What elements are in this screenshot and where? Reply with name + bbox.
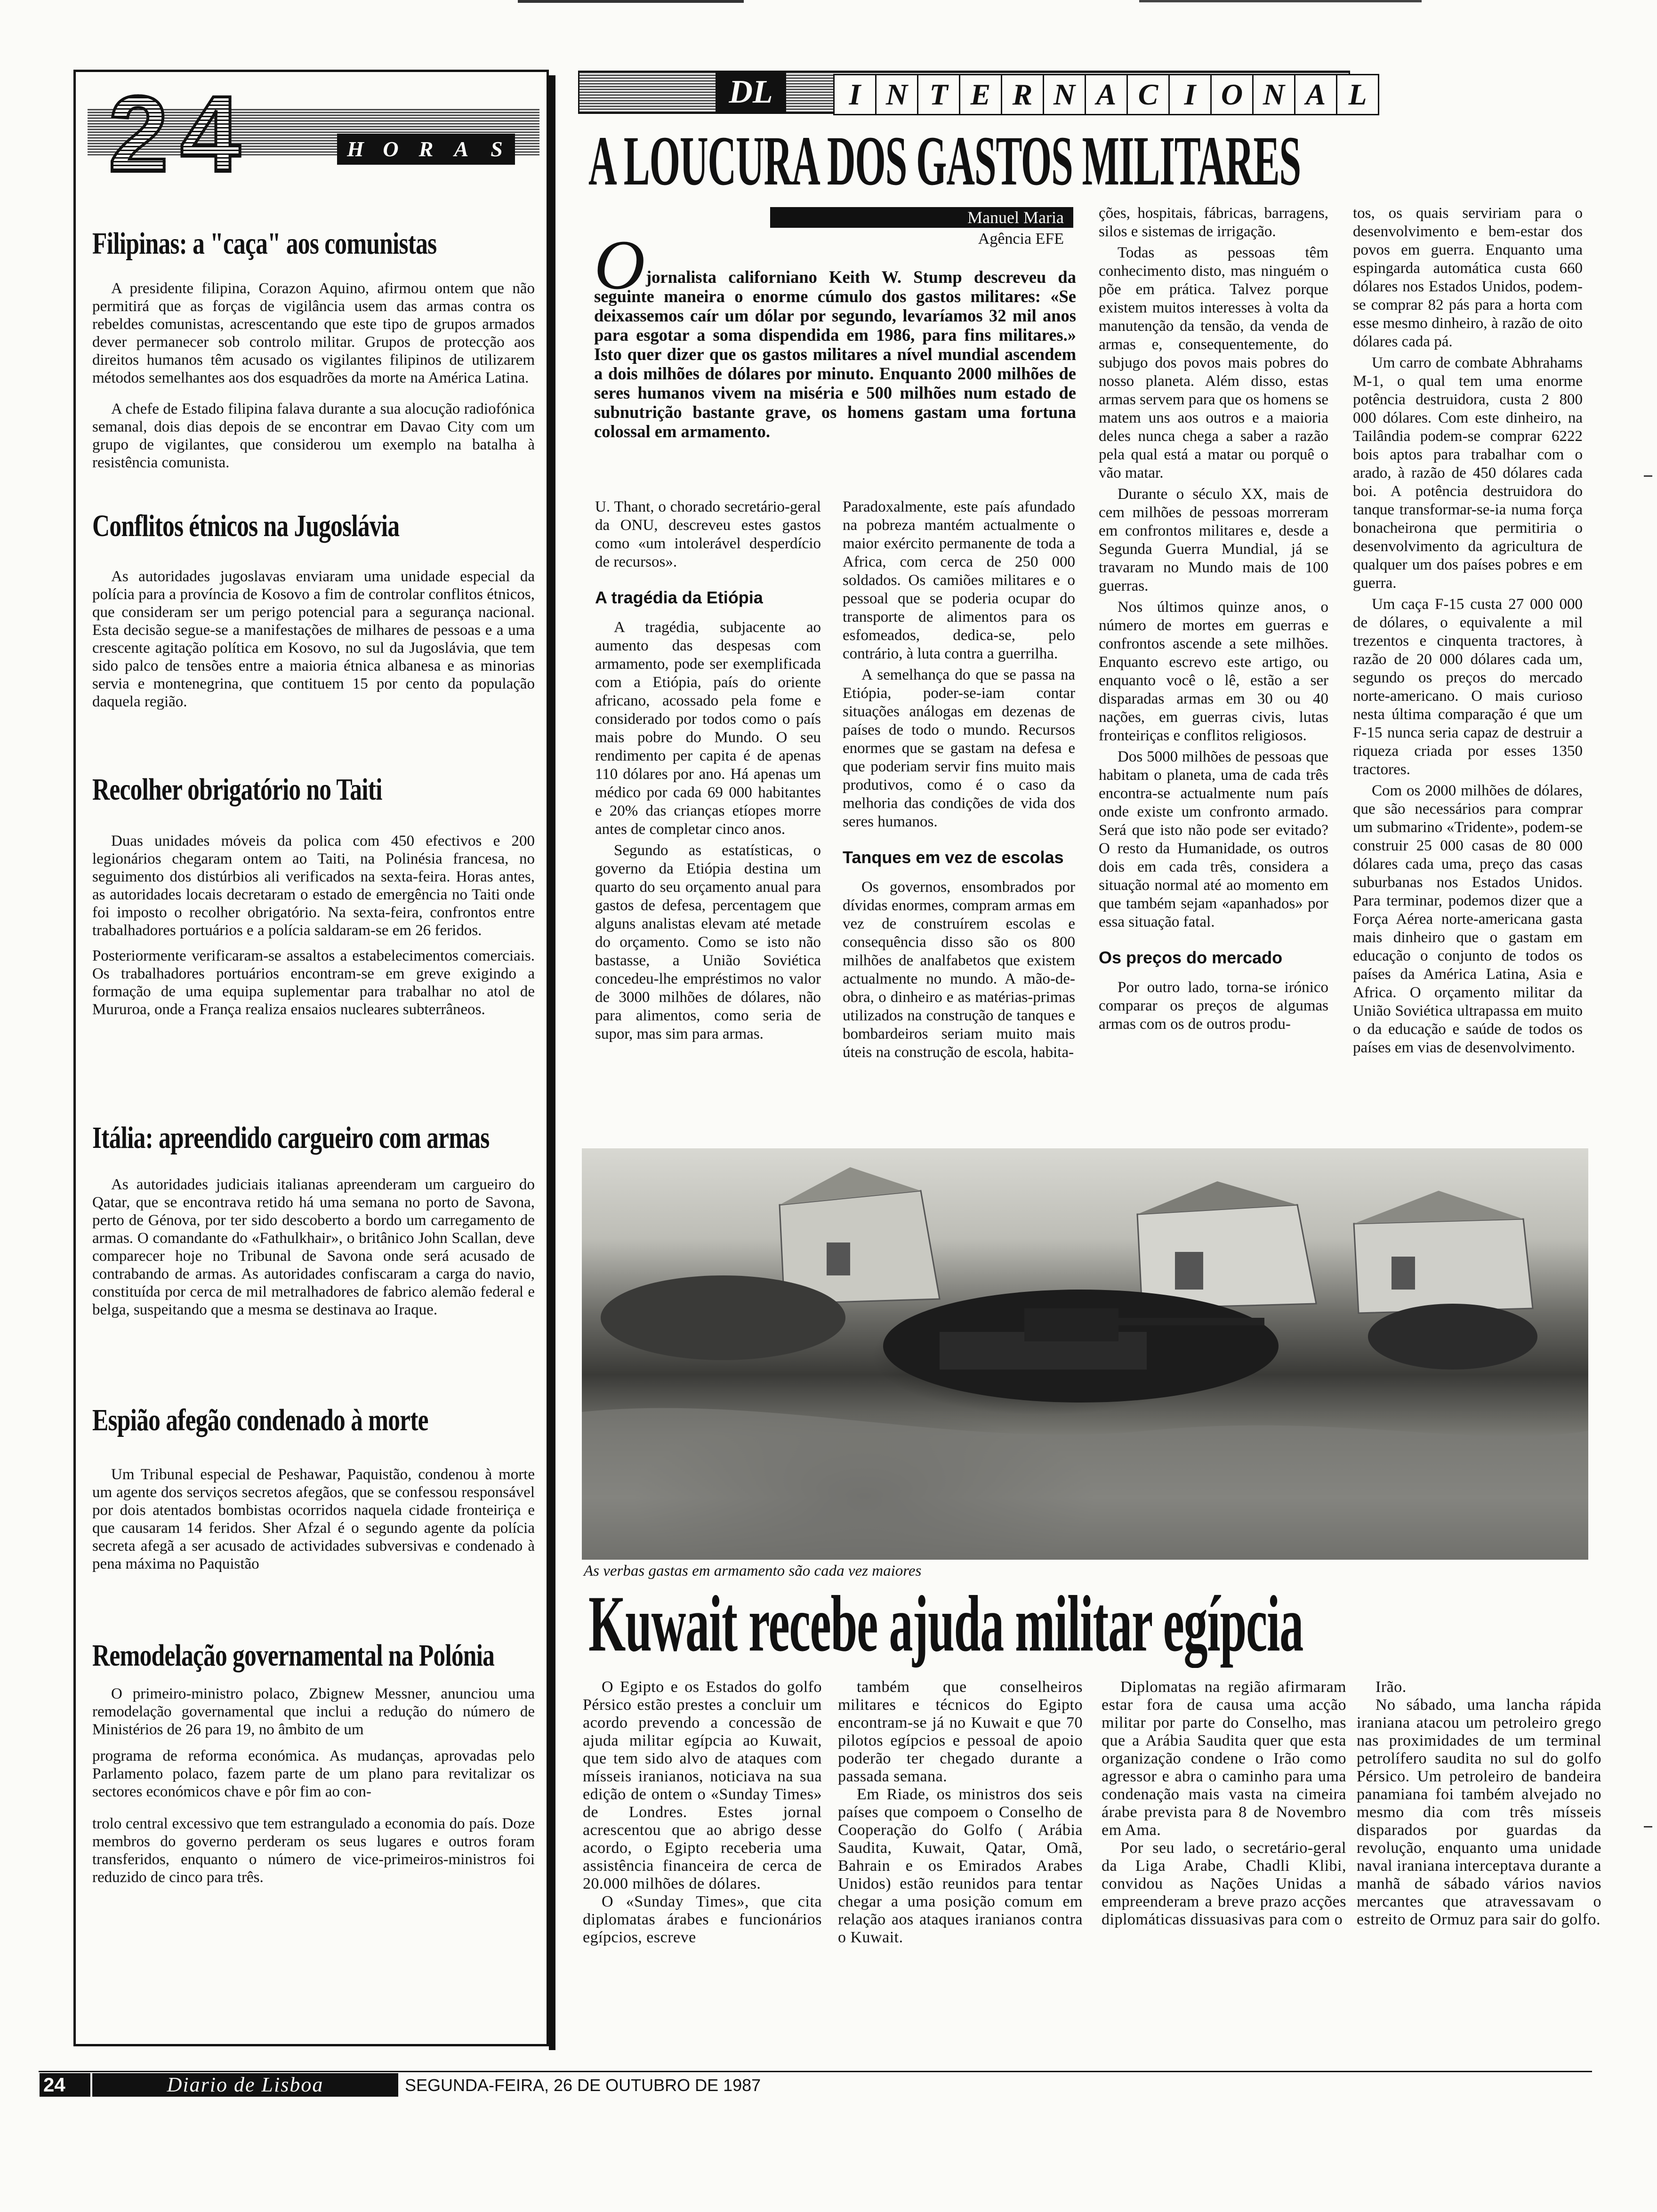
kuwait-paragraph: Por seu lado, o secretário-geral da Liga Arabe, Chadli Klibi, convidou as Nações Unidas a empreenderam a breve prazo acções diplomáticas dissuasivas para com o [1102,1839,1346,1928]
article-paragraph: A semelhança do que se passa na Etiópia, poder-se-iam contar situações análogas em dezenas de países de todo o mundo. Recursos enormes que se gastam na defesa e que poderiam servir fins muito mais produtivos, como é o caso da melhoria das condições de vida dos seres humanos. [843,666,1075,830]
section-letter: R [1001,74,1044,115]
article-subhead: A tragédia da Etiópia [595,588,763,607]
article-paragraph: Os governos, ensombrados por dívidas enormes, compram armas em vez de construírem escolas e consequência disso são os 800 milhões de analfabetos que existem actualmente no mundo. A mão-de-obra, o dinheiro e as matérias-primas utilizados na construção de tanques e bombardeiros seriam muito mais úteis na construção de escola, habita- [843,879,1075,1061]
story-paragraph: Posteriormente verificaram-se assaltos a estabelecimentos comerciais. Os trabalhadores portuários encontram-se em greve exigindo a formação de uma equipa suplementar para trabalhar no atol de Mururoa, onde a França realiza ensaios nucleares subterrâneos. [92,947,535,1018]
story-paragraph: programa de reforma económica. As mudanças, aprovadas pelo Parlamento polaco, fazem parte de um plano para revitalizar os sectores económicos chave e pôr fim ao con- [92,1747,535,1800]
article-subhead: Tanques em vez de escolas [843,848,1064,867]
byline-author [770,207,1064,228]
paper-name-text: Diario de Lisboa [167,2073,324,2096]
horas-letter: O [372,134,409,165]
section-label [833,74,1378,115]
right-edge-mark [1644,475,1652,477]
kuwait-paragraph: Irão. [1375,1678,1407,1696]
story-paragraph: A chefe de Estado filipina falava durante a sua alocução radiofónica semanal, dois dias depois de se encontrar em Davao City com um grupo de vigilantes, que considerou um exemplo na batalha à resistência comunista. [92,401,535,471]
section-letter: I [1168,74,1212,115]
horas-label [337,134,514,165]
story-title [92,1119,535,1157]
article-paragraph: Segundo as estatísticas, o governo da Etiópia destina um quarto do seu orçamento anual para gastos de defesa, percentagem que alguns analistas elevam até metade do orçamento. Como se isto não bastasse, a União Soviética concedeu-lhe empréstimos no valor de 3000 milhões de dólares, não para alimentos, como seria de supor, mas sim para armas. [595,842,821,1042]
kuwait-paragraph: Diplomatas na região afirmaram estar fora de causa uma acção militar por parte do Conselho, mas que a Arábia Saudita quer que esta organização condene o Irão como agressor e abra o caminho para uma condenação mais vasta na cimeira árabe prevista para 8 de Novembro em Ama. [1102,1678,1346,1839]
story-paragraph: Duas unidades móveis da polica com 450 efectivos e 200 legionários chegaram ontem ao Taiti, na Polinésia francesa, no seguimento dos distúrbios ali verificados na sexta-feira. Horas antes, as autoridades locais decretaram o estado de emergência no Taiti onde foi imposto o recolher obrigatório. Na sexta-feira, confrontos entre trabalhadores portuários e a polícia saldaram-se em 26 feridos. [92,833,535,939]
section-letter: L [1336,74,1379,115]
dl-logo-text: DL [729,74,773,110]
digit-4: 4 [180,73,241,194]
digit-2: 2 [108,73,169,194]
kuwait-paragraph: O Egipto e os Estados do golfo Pérsico estão prestes a concluir um acordo prevendo a concessão de ajuda militar egípcia ao Kuwait, que tem sido alvo de ataques com mísseis iranianos, noticiava na sua edição de ontem o «Sunday Times» de Londres. Estes jornal acrescentou que ao abrigo desse acordo, o Egipto receberia uma assistência financeira de cerca de 20.000 milhões de dólares. [583,1678,822,1892]
footer-page-number [40,2073,90,2097]
kuwait-paragraph: também que conselheiros militares e técnicos do Egipto encontram-se já no Kuwait e que 70 pilotos egípcios e pessoal de apoio poderão ter chegado durante a passada semana. [838,1678,1083,1785]
article-paragraph: Com os 2000 milhões de dólares, que são necessários para comprar um submarino «Tridente», podem-se construir 25 000 casas de 80 000 dólares cada uma, preço das casas suburbanas nos Estados Unidos. Para terminar, podemos dizer que a Força Aérea norte-americana gasta mais dinheiro que o gastam em educação o conjunto de todos os países da América Latina, Asia e Africa. O orçamento militar da União Soviética ultrapassa em muito o da educação e saúde de todos os países em vias de desenvolvimento. [1353,782,1583,1056]
story-title [92,1402,535,1439]
story-paragraph: As autoridades judiciais italianas apreenderam um cargueiro do Qatar, que se encontrava retido há uma semana no porto de Savona, perto de Génova, por ter sido descoberto a bordo um carregamento de armas. O comandante do «Fathulkhair», o britânico John Scallan, deve comparecer hoje no Tribunal de Savona onde será acusado de contrabando de armas. As autoridades confiscaram a carga do navio, constituída por cerca de mil metralhadores de fabrico alemão federal e belga, suspeitando que a mesma se destinava ao Iraque. [92,1176,535,1318]
story-yugoslavia [92,507,535,771]
article-paragraph: tos, os quais serviriam para o desenvolvimento e bem-estar dos povos em guerra. Enquanto uma espingarda automática custa 660 dólares nos Estados Unidos, podem-se comprar 82 pás para a horta com esse mesmo dinheiro, à razão de oito dólares cada pá. [1353,205,1583,350]
page-number-text: 24 [43,2074,65,2096]
date-text: SEGUNDA-FEIRA, 26 DE OUTUBRO DE 1987 [405,2076,761,2095]
section-letter: I [833,74,877,115]
lead-text: jornalista californiano Keith W. Stump descreveu da seguinte maneira o enorme cúmulo dos gastos militares: «Se deixassemos caír um dólar por segundo, levaríamos 32 mil anos para esgotar a soma dispendida em 1986, para fins militares.» Isto quer dizer que os gastos militares a nível mundial ascendem a dois milhões de dólares por minuto. Enquanto 2000 milhões de seres humanos vivem na miséria e 500 milhões num estado de subnutrição bastante grave, os homens gastam uma fortuna colossal em armamento. [594,267,1076,441]
horas-letter: S [478,134,515,165]
top-edge-mark [518,0,744,3]
section-letter: A [1294,74,1337,115]
section-letter: T [917,74,960,115]
article-paragraph: Paradoxalmente, este país afundado na pobreza mantém actualmente o maior exército permanente de toda a Africa, com cerca de 250 000 soldados. Os camiões militares e o pessoal que se poderia ocupar do transporte de alimentos para os esfomeados, dedica-se, pelo contrário, à luta contra a guerrilha. [843,498,1075,662]
story-afghan-spy [92,1402,535,1637]
article-paragraph: Nos últimos quinze anos, o número de mortes em guerras e confrontos ascende a sete milhões. Enquanto escrevo este artigo, ou enquanto você o lê, estão a ser disparadas armas em 30 ou 40 nações, em guerras civis, lutas fronteiriças e conflitos religiosos. [1099,599,1328,744]
author-name: Manuel Maria [967,208,1064,227]
kuwait-column-4 [1357,1678,1601,1929]
kuwait-headline [588,1581,1657,1671]
story-poland [92,1637,535,1886]
article-paragraph: A tragédia, subjacente ao aumento das despesas com armamento, pode ser exemplificada com a Etiópia, país do oriente africano, acossado pela fome e considerado por todos como o país mais pobre do Mundo. O seu rendimento per capita é de apenas 110 dólares por ano. Há apenas um médico por cada 69 000 habitantes e 20% das crianças etíopes morre antes de completar cinco anos. [595,619,821,838]
right-edge-mark [1644,1826,1652,1827]
tank-photo-shapes [582,1148,1588,1560]
tank-photo [582,1148,1588,1560]
article-paragraph: ções, hospitais, fábricas, barragens, silos e sistemas de irrigação. [1099,205,1328,240]
story-title-text: Itália: apreendido cargueiro com armas [92,1121,490,1155]
story-title-text: Remodelação governamental na Polónia [92,1638,495,1673]
dropcap-letter: O [594,226,645,304]
story-paragraph: A presidente filipina, Corazon Aquino, afirmou ontem que não permitirá que as forças de vigilância usem das armas contra os rebeldes comunistas, acrescentando que este tipo de grupos armados dever permanecer sob controlo militar. Grupos de protecção aos direitos humanos têm acusado os vigilantes filipinos de utilizarem métodos semelhantes aos dos esquadrões da morte na América Latina. [92,280,535,386]
footer-paper-name [92,2073,398,2097]
article-paragraph: U. Thant, o chorado secretário-geral da ONU, descreveu estes gastos como «um intolerável desperdício de recursos». [595,498,821,570]
story-philippines [92,225,535,507]
kuwait-column-3 [1102,1678,1346,1929]
kuwait-headline-text: Kuwait recebe ajuda militar egípcia [588,1579,1303,1668]
story-title [92,225,535,263]
section-letter: E [959,74,1002,115]
sidebar-shadow [549,75,555,2050]
main-headline-text: A LOUCURA DOS GASTOS MILITARES [588,122,1301,200]
dl-logo [716,72,786,113]
main-headline [588,123,1657,199]
kuwait-column-1 [583,1678,822,1947]
story-title-text: Conflitos étnicos na Jugoslávia [92,509,400,543]
number-24 [108,73,241,194]
agency-name: Agência EFE [978,230,1064,248]
story-paragraph: trolo central excessivo que tem estrangulado a economia do país. Doze membros do governo perderam os seus lugares e outros foram transferidos, enquanto o número de vice-primeiros-ministros foi reduzido de cinco para três. [92,1815,535,1886]
article-paragraph: Um caça F-15 custa 27 000 000 de dólares, o equivalente a mil trezentos e cinquenta tractores, à razão de 20 000 dólares cada um, segundo os preços do mercado norte-americano. O mais curioso nesta última comparação é que um F-15 nunca seria capaz de destruir a riqueza criada por esses 1350 tractores. [1353,596,1583,778]
horas-letter: H [337,134,374,165]
story-title-text: Filipinas: a "caça" aos comunistas [92,226,437,261]
section-letter: N [1252,74,1295,115]
article-paragraph: Por outro lado, torna-se irónico comparar os preços de algumas armas com os de outros produ- [1099,979,1328,1033]
story-title [92,507,535,545]
top-edge-mark-right [1139,0,1422,2]
section-letter: C [1126,74,1170,115]
story-paragraph: Um Tribunal especial de Peshawar, Paquistão, condenou à morte um agente dos serviços secretos afegãos, que se confessou responsável por dois atentados bombistas ocorridos naquela cidade fronteiriça e que causaram 14 feridos. Sher Afzal é o segundo agente da polícia secreta afegã a ser acusado de actividades subversivas e condenado à pena máxima no Paquistão [92,1466,535,1572]
section-letter: N [875,74,918,115]
kuwait-paragraph: No sábado, uma lancha rápida iraniana atacou um petroleiro grego nas proximidades de um terminal petrolífero saudita no sul do golfo Pérsico. Um petroleiro de bandeira panamiana foi também alvejado no mesmo dia com três mísseis disparados por guardas da revolução, enquanto uma unidade naval iraniana interceptava durante a manhã de sábado vários navios mercantes que atravessavam o estreito de Ormuz para sair do golfo. [1357,1696,1601,1928]
lead-paragraph [594,267,1076,441]
story-italy [92,1119,535,1402]
article-column-2 [843,498,1075,1065]
story-tahiti [92,771,535,1119]
article-paragraph: Todas as pessoas têm conhecimento disto, mas ninguém o põe em prática. Talvez porque existem muitos interesses à volta da manutenção da tensão, da venda de armas e, consequentemente, do subjugo dos povos mais pobres do nosso planeta. Além disso, estas armas servem para que os homens se matem uns aos outros e a maioria deles nunca chega a saber a razão pela qual está a matar ou porquê o vão matar. [1099,244,1328,481]
kuwait-column-2 [838,1678,1083,1947]
byline-agency [770,230,1064,248]
story-paragraph: O primeiro-ministro polaco, Zbignew Messner, anunciou uma remodelação governamental que inclui a redução do número de Ministérios de 26 para 19, no âmbito de um [92,1685,535,1738]
horas-letter: R [408,134,444,165]
footer-rule [39,2071,1592,2072]
section-letter: N [1043,74,1086,115]
kuwait-paragraph: O «Sunday Times», que cita diplomatas árabes e funcionários egípcios, escreve [583,1893,822,1946]
article-paragraph: Dos 5000 milhões de pessoas que habitam o planeta, uma de cada três encontra-se actualmente num país onde existe um confronto armado. Será que isto não pode ser evitado? O resto da Humanidade, os outros dois em cada três, considera a situação normal até ao momento em que também sejam «apanhados» por essa situação fatal. [1099,748,1328,930]
footer-date [405,2075,761,2096]
photo-caption [584,1562,921,1580]
section-letter: A [1085,74,1128,115]
article-column-3 [1099,204,1328,1036]
article-subhead: Os preços do mercado [1099,948,1283,967]
kuwait-paragraph: Em Riade, os ministros dos seis países que compoem o Conselho de Cooperação do Golfo ( Arábia Saudita, Kuwait, Qatar, Omã, Bahrain e os Emirados Arabes Unidos) estão reunidos para tentar chegar a uma posição comum em relação aos ataques iranianos contra o Kuwait. [838,1786,1083,1946]
section-letter: O [1210,74,1254,115]
article-paragraph: Um carro de combate Abhrahams M-1, o qual tem uma enorme potência destruidora, custa 2 800 000 dólares. Com este dinheiro, na Tailândia podem-se comprar 6222 bois aptos para trabalhar com o arado, à razão de 450 dólares cada boi. A potência destruidora do tanque transformar-se-ia numa força bonacheirona que permitiria o desenvolvimento da agricultura de qualquer um dos países pobres e em guerra. [1353,354,1583,592]
story-title [92,1637,535,1675]
article-column-1 [595,498,821,1046]
article-paragraph: Durante o século XX, mais de cem milhões de pessoas morreram em confrontos militares e, desde a Segunda Guerra Mundial, já se travaram no Mundo mais de 100 guerras. [1099,486,1328,594]
sidebar-stories [92,225,535,1886]
photo-caption-text: As verbas gastas em armamento são cada vez maiores [584,1563,922,1579]
story-paragraph: As autoridades jugoslavas enviaram uma unidade especial da polícia para a província de Kosovo a fim de controlar conflitos étnicos, que consideram ser um perigo potencial para a segurança nacional. Esta decisão segue-se a manifestações de milhares de pessoas e a uma crescente agitação política em Kosovo, no sul da Jugoslávia, que tem sido palco de tensões entre a maioria étnica albanesa e as minorias servia e montenegrina, que contituem 15 por cento da população daquela região. [92,568,535,710]
story-title-text: Recolher obrigatório no Taiti [92,772,382,807]
horas-letter: A [443,134,480,165]
article-column-4 [1353,204,1583,1060]
story-title-text: Espião afegão condenado à morte [92,1403,428,1437]
story-title [92,771,535,809]
